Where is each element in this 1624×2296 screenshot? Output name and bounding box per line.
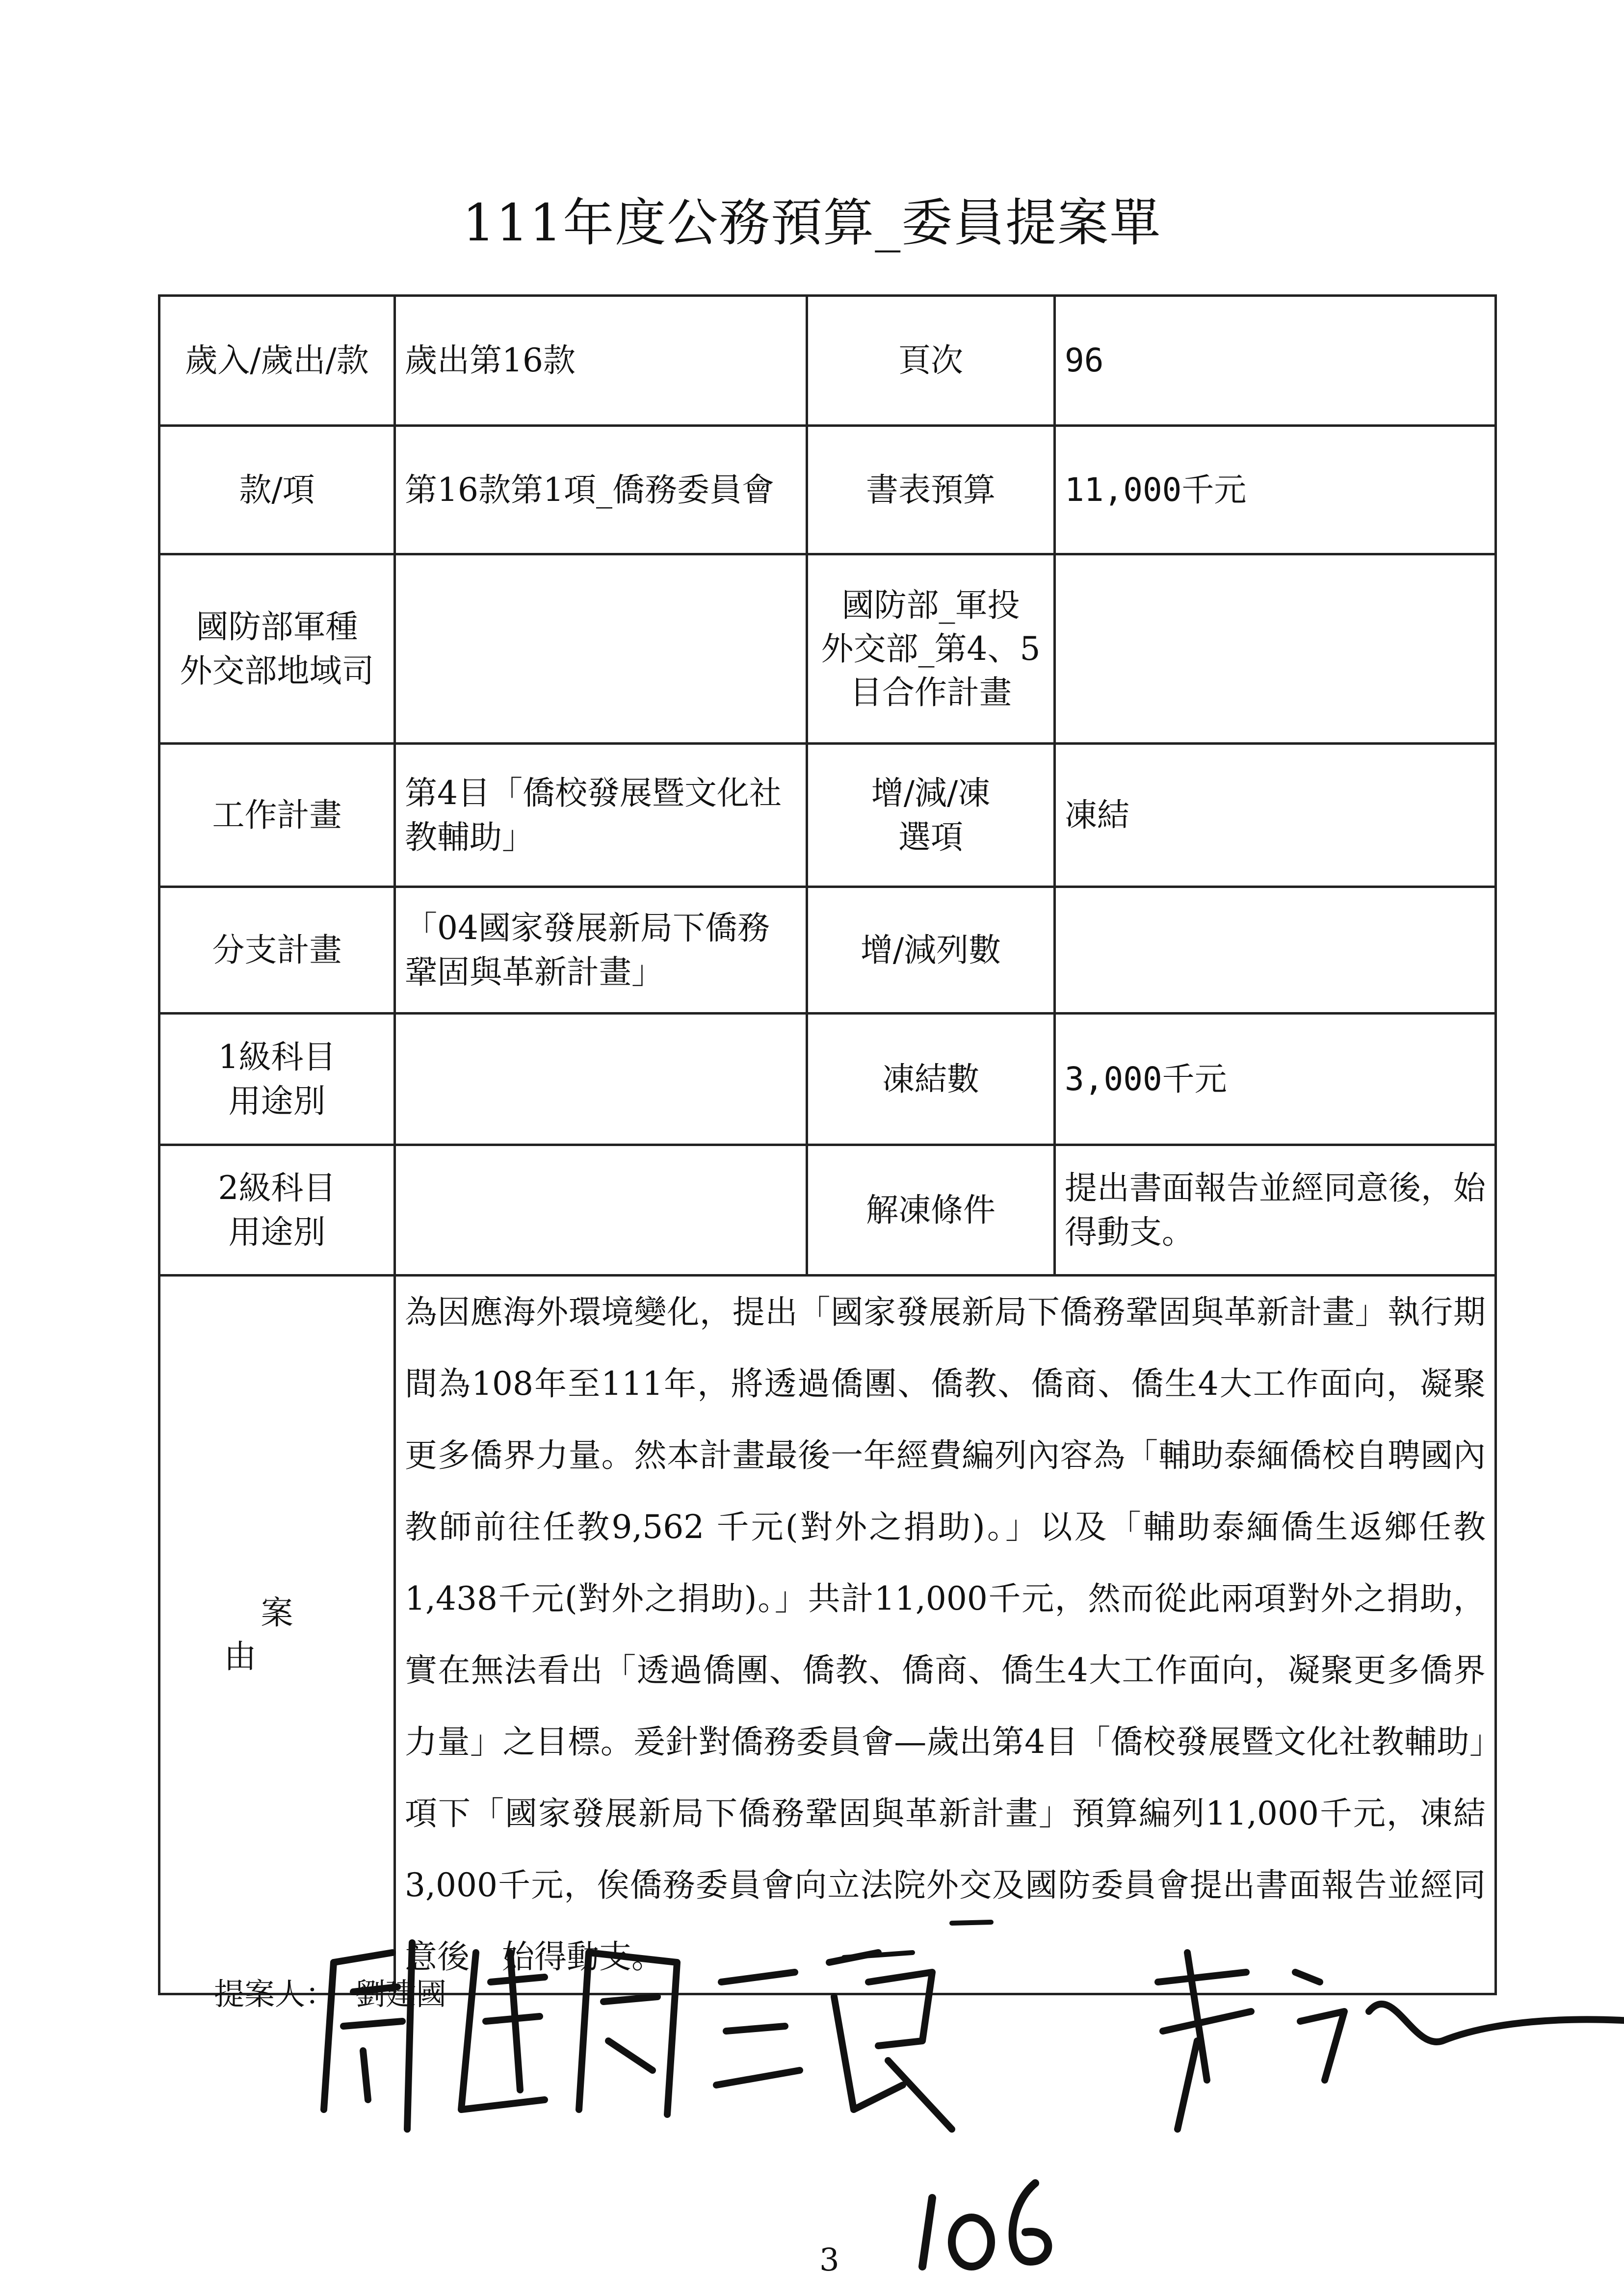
value-frozen-amount: 3,000千元 — [1055, 1014, 1496, 1145]
value-level2 — [395, 1145, 807, 1276]
page-number: 3 — [819, 2242, 839, 2278]
reason-body-text: 為因應海外環境變化，提出「國家發展新局下僑務鞏固與革新計畫」執行期間為108年至111年，將透過僑團、僑教、僑商、僑生4大工作面向，凝聚更多僑界力量。然本計畫最後一年經費編列內容為「輔助泰緬僑校自聘國內教師前往任教9,562 千元(對外之捐助)。」以及「輔助泰緬僑生返鄉任教1,438千元(對外之捐助)。」共計11,000千元，然而從此兩項對外之捐助，實在無法看出「透過僑團、僑教、僑商、僑生4大工作面向，凝聚更多僑界力量」之目標。爰針對僑務委員會—歲出第4目「僑校發展暨文化社教輔助」項下「國家發展新局下僑務鞏固與革新計畫」預算編列11,000千元，凍結3,000千元，俟僑務委員會向立法院外交及國防委員會提出書面報告並經同意後，始得動支。 — [405, 1293, 1486, 1976]
value-ministry — [395, 554, 807, 744]
row-item — [159, 426, 1496, 554]
label-adjust-option: 增/減/凍 選項 — [807, 744, 1055, 887]
label-level1: 1級科目 用途別 — [159, 1014, 395, 1145]
label-work-plan: 工作計畫 — [159, 744, 395, 887]
proposer-name: 劉建國 — [355, 1976, 447, 2012]
label-page: 頁次 — [807, 296, 1055, 426]
reason-label-text: 案由 — [224, 1593, 367, 1675]
label-reason — [159, 1276, 395, 1994]
value-item: 第16款第1項_僑務委員會 — [395, 426, 807, 554]
value-budget: 11,000千元 — [1055, 426, 1496, 554]
value-adjust-option: 凍結 — [1055, 744, 1496, 887]
proposer-label: 提案人： — [214, 1976, 336, 2012]
value-sub-plan: 「04國家發展新局下僑務鞏固與革新計畫」 — [395, 887, 807, 1014]
ink-mark — [834, 1913, 1011, 1972]
row-level2 — [159, 1145, 1496, 1276]
value-level1 — [395, 1014, 807, 1145]
label-unfreeze-condition: 解凍條件 — [807, 1145, 1055, 1276]
value-page: 96 — [1055, 296, 1496, 426]
row-level1 — [159, 1014, 1496, 1145]
label-sub-plan: 分支計畫 — [159, 887, 395, 1014]
label-ministry: 國防部軍種 外交部地域司 — [159, 554, 395, 744]
value-work-plan: 第4目「僑校發展暨文化社教輔助」 — [395, 744, 807, 887]
handwritten-page-number — [913, 2168, 1060, 2276]
row-reason — [159, 1276, 1496, 1994]
value-category: 歲出第16款 — [395, 296, 807, 426]
label-item: 款/項 — [159, 426, 395, 554]
label-budget: 書表預算 — [807, 426, 1055, 554]
label-category: 歲入/歲出/款 — [159, 296, 395, 426]
proposal-form-table — [158, 294, 1497, 1995]
row-expenditure-category — [159, 296, 1496, 426]
row-sub-plan — [159, 887, 1496, 1014]
row-ministry — [159, 554, 1496, 744]
value-cooperation-plan — [1055, 554, 1496, 744]
page-title: 111年度公務預算_委員提案單 — [462, 193, 1162, 253]
label-adjust-amount: 增/減列數 — [807, 887, 1055, 1014]
label-level2: 2級科目 用途別 — [159, 1145, 395, 1276]
value-unfreeze-condition: 提出書面報告並經同意後，始得動支。 — [1055, 1145, 1496, 1276]
row-work-plan — [159, 744, 1496, 887]
value-reason — [395, 1276, 1496, 1994]
value-adjust-amount — [1055, 887, 1496, 1014]
label-cooperation-plan: 國防部_軍投 外交部_第4、5 目合作計畫 — [807, 554, 1055, 744]
label-frozen-amount: 凍結數 — [807, 1014, 1055, 1145]
